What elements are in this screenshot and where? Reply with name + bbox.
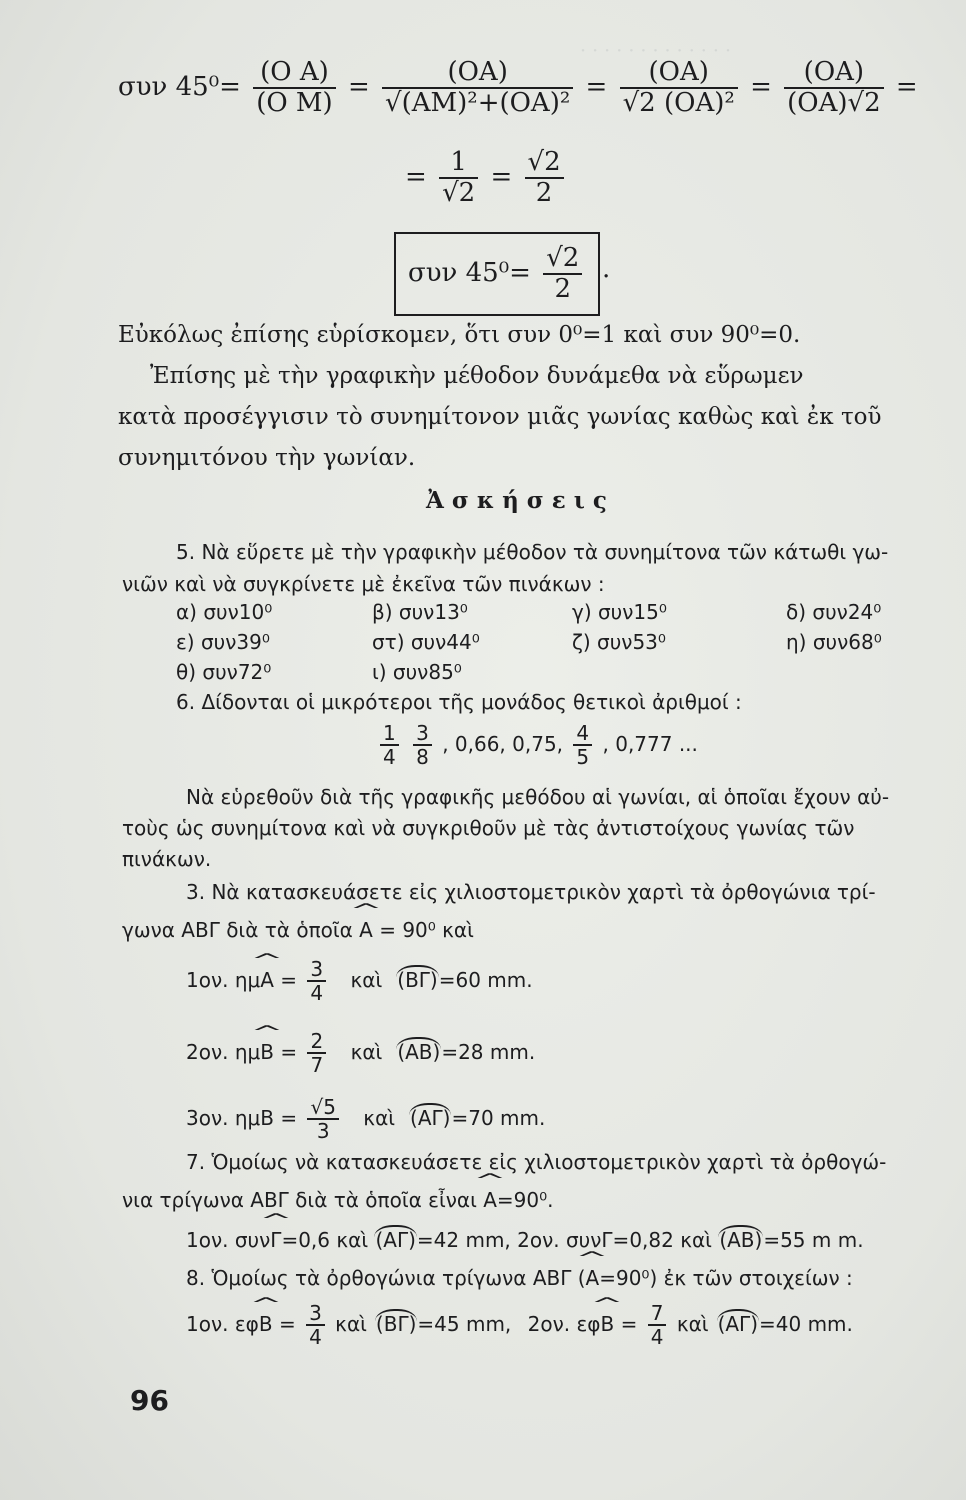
bleed-through-text: · · · · · · · · · · · · · — [580, 40, 731, 62]
ex3-case-2: 2ον. ημ^ B = $\frac{2}{7}$ καὶ (ΑΒ)=28 mm. — [186, 1030, 535, 1077]
ex6-line-5: πινάκων. — [122, 847, 212, 871]
fraction-7-4: $\frac{7}{4}$ — [648, 1302, 667, 1349]
fraction-result: $\frac{√2}{2}$ — [543, 244, 582, 304]
fraction-oa-hypot: $\frac{(OA)}{\text{√(AM)²+(OA)²}}$ — [382, 58, 573, 118]
ex8-line-1: 8. Ὁμοίως τὰ ὀρθογώνια τρίγωνα ΑΒΓ (^ A=90⁰) ἐκ τῶν στοιχείων : — [186, 1266, 853, 1290]
ex5-item: ε) συν39⁰ — [176, 630, 270, 654]
page-number: 96 — [130, 1384, 169, 1417]
boxed-result-dot: . — [602, 254, 611, 284]
ex5-item: ζ) συν53⁰ — [572, 630, 666, 654]
ex3-case-3: 3ον. ημΒ = $\frac{√5}{3}$ καὶ (ΑΓ)=70 mm. — [186, 1095, 546, 1144]
fraction-1-4: $\frac{1}{4}$ — [380, 722, 399, 769]
fraction-2-7: $\frac{2}{7}$ — [307, 1030, 326, 1077]
cos45-label: συν 45⁰= — [118, 72, 241, 103]
ex3-line-2: γωνα ΑΒΓ διὰ τὰ ὁποῖα ^ A = 90⁰ καὶ — [122, 918, 474, 942]
ex3-line-1: 3. Νὰ κατασκευάσετε εἰς χιλιοστομετρικὸν χαρτὶ τὰ ὀρθογώνια τρί- — [186, 880, 876, 904]
ex5-item: β) συν13⁰ — [372, 600, 468, 624]
fraction-1-sqrt2: $\frac{1}{√2}$ — [439, 148, 478, 208]
angle-a: ^ A — [359, 918, 373, 942]
ex6-line-4: τοὺς ὡς συνημίτονα καὶ νὰ συγκριθοῦν μὲ τὰς ἀντιστοίχους γωνίας τῶν — [122, 816, 855, 840]
paragraph-line-3: κατὰ προσέγγισιν τὸ συνημίτονον μιᾶς γωνίας καθὼς καὶ ἐκ τοῦ — [118, 404, 882, 430]
ex5-line-1: 5. Νὰ εὕρετε μὲ τὴν γραφικὴν μέθοδον τὰ συνημίτονα τῶν κάτωθι γω- — [176, 540, 889, 564]
ex5-item: δ) συν24⁰ — [786, 600, 882, 624]
ex6-numbers-line: $\frac{1}{4}$ $\frac{3}{8}$ , 0,66, 0,75, $\frac{4}{5}$ , 0,777 ... — [376, 722, 698, 769]
ex6-line-3: Νὰ εὑρεθοῦν διὰ τῆς γραφικῆς μεθόδου αἱ γωνίαι, αἱ ὁποῖαι ἔχουν αὐ- — [186, 785, 890, 809]
fraction-sqrt2-2: $\frac{√2}{2}$ — [525, 148, 564, 208]
fraction-oa-oasqrt2: $\frac{(OA)}{(OA)√2}$ — [784, 58, 884, 118]
exercises-heading: Ἀ σ κ ή σ ε ι ς — [426, 487, 607, 514]
fraction-3-4: $\frac{3}{4}$ — [307, 958, 326, 1005]
ex5-item: στ) συν44⁰ — [372, 630, 480, 654]
fraction-sqrt5-3: $\frac{√5}{3}$ — [307, 1096, 338, 1143]
ex3-case-1: 1ον. ημ^ A = $\frac{3}{4}$ καὶ (ΒΓ)=60 mm. — [186, 958, 533, 1005]
fraction-oa-sqrt2oa2: $\frac{(OA)}{\text{√2 (OA)²}}$ — [620, 58, 738, 118]
ex5-item: α) συν10⁰ — [176, 600, 273, 624]
fraction-3-8: $\frac{3}{8}$ — [413, 722, 432, 769]
fraction-3-4b: $\frac{3}{4}$ — [306, 1302, 325, 1349]
ex5-item: ι) συν85⁰ — [372, 660, 462, 684]
ex7-line-3: 1ον. συν^ Γ=0,6 καὶ (ΑΓ)=42 mm, 2ον. συνΓ=0,82 καὶ (ΑΒ)=55 m m. — [186, 1225, 864, 1252]
ex5-item: η) συν68⁰ — [786, 630, 882, 654]
paragraph-line-1: Εὐκόλως ἐπίσης εὑρίσκομεν, ὅτι συν 0⁰=1 καὶ συν 90⁰=0. — [118, 322, 801, 348]
ex5-item: γ) συν15⁰ — [572, 600, 667, 624]
ex7-line-1: 7. Ὁμοίως νὰ κατασκευάσετε εἰς χιλιοστομετρικὸν χαρτὶ τὰ ὀρθογώ- — [186, 1150, 887, 1174]
ex7-line-2: νια τρίγωνα ΑΒΓ διὰ τὰ ὁποῖα εἶναι ^ A=90⁰. — [122, 1188, 553, 1212]
ex5-row-2 — [176, 630, 882, 654]
paragraph-line-2: Ἐπίσης μὲ τὴν γραφικὴν μέθοδον δυνάμεθα νὰ εὕρωμεν — [150, 363, 804, 389]
fraction-4-5: $\frac{4}{5}$ — [573, 722, 592, 769]
ex5-row-1 — [176, 600, 881, 624]
ex5-item: θ) συν72⁰ — [176, 660, 272, 684]
ex6-line-1: 6. Δίδονται οἱ μικρότεροι τῆς μονάδος θετικοὶ ἀριθμοί : — [176, 690, 742, 714]
ex8-line-2: 1ον. εφ^ B = $\frac{3}{4}$ καὶ (ΒΓ)=45 mm, 2ον. εφ^ B = $\frac{7}{4}$ καὶ (ΑΓ)=40 mm. — [186, 1302, 853, 1349]
boxed-result: συν 45⁰= $\frac{√2}{2}$ — [394, 232, 600, 316]
ex5-line-2: νιῶν καὶ νὰ συγκρίνετε μὲ ἐκεῖνα τῶν πινάκων : — [122, 572, 605, 596]
ex5-row-3 — [176, 660, 572, 684]
formula-cos45-line: συν 45⁰= $\frac{\text{(O A)}}{\text{(O M)}}$ = $\frac{(OA)}{\text{√(AM)²+(OA)²}}$ = $\frac{(OA)}{\text{√2 (OA)²}}$ = $\frac{(OA)}{(OA)√2}$ = — [118, 57, 918, 119]
formula-simplify-line: = $\frac{1}{√2}$ = $\frac{√2}{2}$ — [405, 148, 568, 208]
paragraph-line-4: συνημιτόνου τὴν γωνίαν. — [118, 445, 416, 471]
fraction-oa-om: $\frac{\text{(O A)}}{\text{(O M)}}$ — [253, 58, 336, 118]
